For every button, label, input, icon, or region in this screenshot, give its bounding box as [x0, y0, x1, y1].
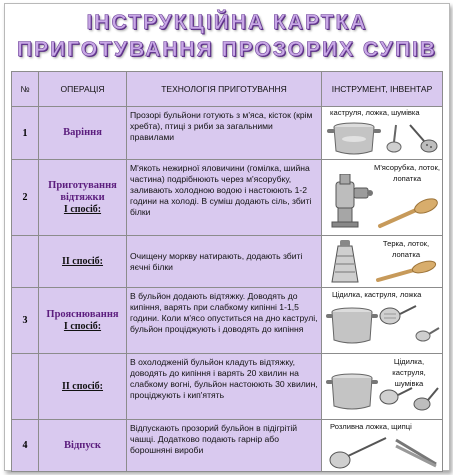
spoon-icon — [384, 123, 404, 155]
tools-label: Розливна ложка, щипці — [330, 422, 412, 431]
row-num: 2 — [12, 160, 39, 236]
method-label: І спосіб: — [63, 320, 102, 332]
row-technology: Відпускають прозорий бульйон в підігрітій чашці. Додатково подають гарнір або борошняні вироби — [127, 420, 322, 472]
header-technology: ТЕХНОЛОГІЯ ПРИГОТУВАННЯ — [127, 72, 322, 107]
row-num-empty — [12, 354, 39, 420]
table-row — [12, 288, 443, 354]
row-technology: Прозорі бульйони готують з м'яса, кісток (крім хребта), птиці з риби за загальними правилами — [127, 107, 322, 160]
row-operation — [39, 160, 127, 236]
card-title-line1: ІНСТРУКЦІЙНА КАРТКА — [86, 11, 368, 34]
row-num: 1 — [12, 107, 39, 160]
pot-icon — [326, 304, 378, 348]
table-row — [12, 160, 443, 236]
operation-name: Прояснювання — [46, 308, 119, 320]
strainer-icon — [378, 302, 418, 330]
table-row — [12, 420, 443, 472]
spoon-icon — [414, 322, 440, 348]
table-row — [12, 107, 443, 160]
spatula-icon — [374, 260, 438, 286]
tools-label: Терка, лоток, лопатка — [382, 239, 430, 259]
row-technology: В бульйон додають відтяжку. Доводять до кипіння, варять при слабкому кипінні 1-1,5 години. Коли м'ясо опуститься на дно каструлі, бульйон проціджують і доводять до кипіння — [127, 288, 322, 354]
table-row — [12, 354, 443, 420]
row-tools — [322, 236, 443, 288]
method-label: І спосіб: — [63, 203, 102, 215]
instruction-card — [4, 3, 450, 471]
table-header — [12, 72, 443, 107]
operation-name: Варіння — [63, 127, 102, 138]
card-title-line2: ПРИГОТУВАННЯ ПРОЗОРИХ СУПІВ — [17, 38, 437, 61]
pot-icon — [326, 119, 382, 157]
instruction-table — [11, 71, 443, 472]
operation-name: Відпуск — [64, 439, 101, 451]
tongs-icon — [392, 434, 440, 470]
row-operation — [39, 288, 127, 354]
header-operation: ОПЕРАЦІЯ — [39, 72, 127, 107]
method-label: ІІ спосіб: — [61, 380, 104, 392]
header-tools: ІНСТРУМЕНТ, ІНВЕНТАР — [322, 72, 443, 107]
grater-icon — [328, 240, 362, 284]
row-technology: Очищену моркву натирають, додають збиті яєчні білки — [127, 236, 322, 288]
row-tools — [322, 160, 443, 236]
strainer-icon — [378, 384, 414, 410]
tools-label: каструля, ложка, шумівка — [330, 108, 420, 117]
row-tools — [322, 354, 443, 420]
row-operation — [39, 107, 127, 160]
row-operation — [39, 420, 127, 472]
row-technology: М'якоть нежирної яловичини (гомілка, шийна частина) подрібнюють через м'ясорубку, заливають холодною водою і настоюють 1-2 години на холоді. В суміш додають сіль, збиті білки — [127, 160, 322, 236]
row-num: 4 — [12, 420, 39, 472]
method-label: ІІ спосіб: — [61, 255, 104, 267]
row-num-empty — [12, 236, 39, 288]
meat-grinder-icon — [326, 174, 374, 230]
header-num: № — [12, 72, 39, 107]
skimmer-icon — [412, 384, 440, 414]
skimmer-icon — [406, 121, 438, 155]
pot-icon — [326, 370, 378, 414]
row-technology: В охолодженій бульйон кладуть відтяжку, доводять до кипіння і варять 20 хвилин на слабкому вогні, бульйон настоюють 30 хвилин, проціджують і кип'ятять — [127, 354, 322, 420]
row-operation — [39, 354, 127, 420]
row-tools — [322, 288, 443, 354]
row-tools — [322, 107, 443, 160]
operation-name: Приготування відтяжки — [48, 179, 117, 203]
ladle-icon — [328, 434, 388, 472]
row-tools — [322, 420, 443, 472]
table-row — [12, 236, 443, 288]
tools-label: Цідилка, каструля, ложка — [332, 290, 422, 299]
spatula-icon — [376, 198, 440, 232]
row-operation — [39, 236, 127, 288]
tools-label: Цідилка, каструля, шумівка — [392, 357, 426, 388]
tools-label: М'ясорубка, лоток, лопатка — [374, 163, 440, 183]
row-num: 3 — [12, 288, 39, 354]
